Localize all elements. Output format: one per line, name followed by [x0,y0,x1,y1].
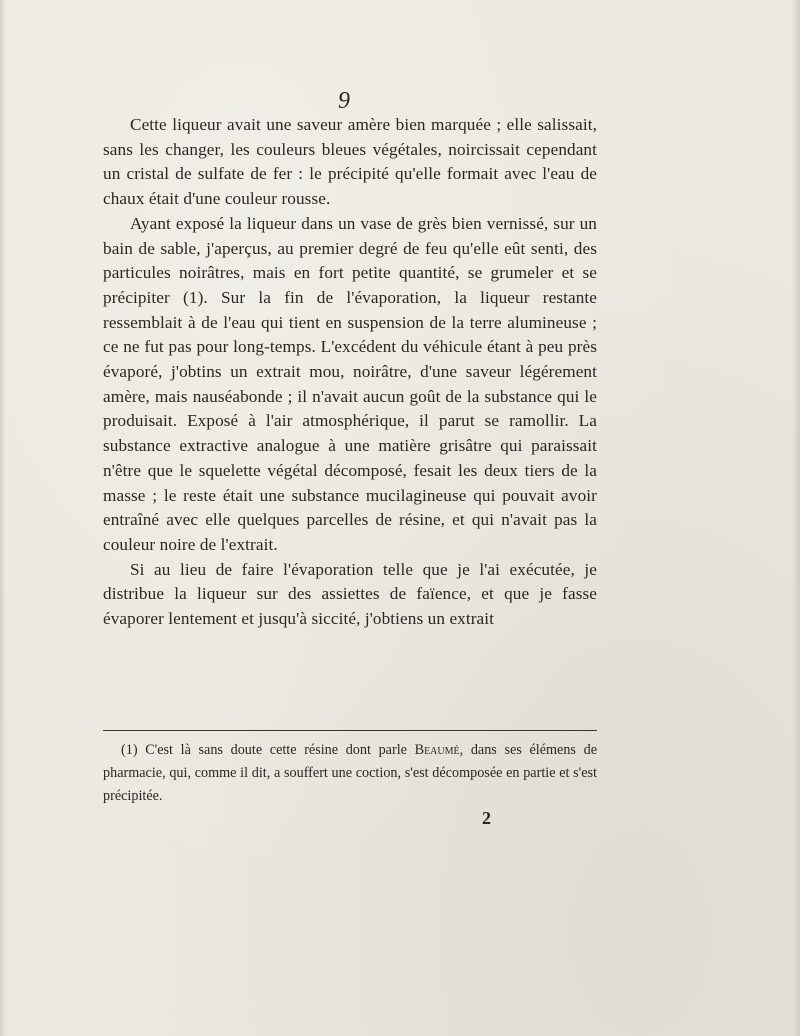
footnote [103,739,597,808]
signature-mark: 2 [482,808,491,828]
page-number: 9 [338,88,350,114]
page-right-edge [792,0,800,1036]
page-left-edge [0,0,6,1036]
body-text [103,113,597,632]
paragraph-2: Ayant exposé la liqueur dans un vase de grès bien vernissé, sur un bain de sable, j'aperçus, au premier degré de feu qu'elle eût senti, des particules noirâtres, mais en fort petite quantité, se grumeler et se précipiter (1). Sur la fin de l'évaporation, la liqueur restante ressemblait à de l'eau qui tient en suspension de la terre alumineuse ; ce ne fut pas pour long-temps. L'excédent du véhicule étant à peu près évaporé, j'obtins un extrait mou, noirâtre, d'une saveur légérement amère, mais nauséabonde ; il n'avait aucun goût de la substance qui le produisait. Exposé à l'air atmosphérique, il parut se ramollir. La substance extractive analogue à une matière grisâtre qui paraissait n'être que le squelette végétal décomposé, fesait les deux tiers de la masse ; le reste était une substance mucilagineuse qui pouvait avoir entraîné avec elle quelques parcelles de résine, et qui n'avait pas la couleur noire de l'extrait. [103,213,597,554]
footnote-rule [103,730,597,731]
paragraph-1: Cette liqueur avait une saveur amère bien marquée ; elle salissait, sans les changer, les couleurs bleues végétales, noircissait cependant un cristal de sulfate de fer : le précipité qu'elle formait avec l'eau de chaux était d'une couleur rousse. [103,115,597,209]
footnote-text-start: (1) C'est là sans doute cette résine dont parle [121,742,415,758]
footnote-author: Beaumé [414,742,460,758]
paragraph-3: Si au lieu de faire l'évaporation telle que je l'ai exécutée, je distribue la liqueur sur des assiettes de faïence, et que je fasse évaporer lentement et jusqu'à siccité, j'obtiens un extrait [103,559,597,629]
footnote-text-end: , dans ses élémens de pharmacie, qui, comme il dit, a souffert une coction, s'est décomposée en partie et s'est précipitée. [103,742,597,804]
